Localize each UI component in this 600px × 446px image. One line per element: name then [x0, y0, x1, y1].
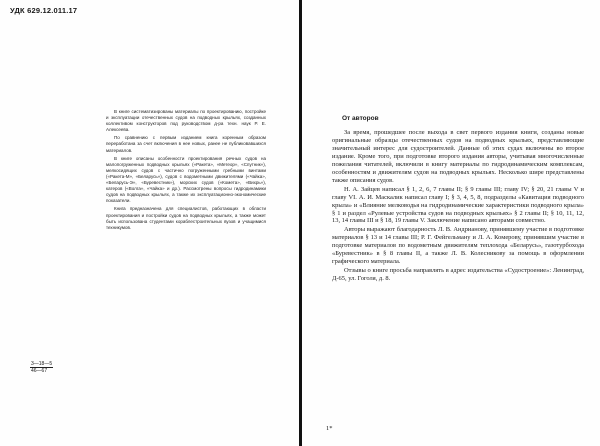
right-page [302, 0, 600, 446]
preface-text [332, 129, 584, 283]
section-title: От авторов [342, 115, 379, 122]
abstract-paragraph: В книге описаны особенности проектирования речных судов на малопогруженных подводных крыльях («Ракета», «Метеор», «Спутник»), мелкосидящих судов с частично погруженными гребными винтами («Ракета-М», «Беларусь»), судов с водометными движителями («Чайка», «Беларусь-Э», «Буревестник»), морских судов («Комета», «Вихрь»), катеров («Волга», «Чайка» и др.). Рассмотрены вопросы гидродинамики судов на подводных крыльях, а также их эксплуатационно-экономические показатели. [106, 155, 266, 204]
abstract-paragraph: По сравнению с первым изданием книга коренным образом переработана за счет включения в нее новых, ранее не публиковавшихся материалов. [106, 135, 266, 153]
udk-code: УДК 629.12.011.17 [10, 6, 78, 15]
publication-code-bottom: 46—67 [31, 368, 48, 374]
publication-code [30, 361, 53, 374]
preface-paragraph: Отзывы о книге просьба направлять в адрес издательства «Судостроение»: Ленинград, Д-65, ул. Гоголя, д. 8. [332, 267, 584, 283]
abstract-paragraph: В книге систематизированы материалы по проектированию, постройке и эксплуатации отечественных судов на подводных крыльях, созданных коллективом конструкторов под руководством д-ра техн. наук Р. Е. Алексеева. [106, 109, 266, 133]
preface-paragraph: Авторы выражают благодарность Л. В. Андрианову, принявшему участие в подготовке материалов § 13 и 14 главы III; Р. Г. Фейгельману и Л. А. Комерову, принявшим участие в подготовке материалов по водометным движителям теплохода «Беларусь», газотурбохода «Буревестник» в § 8 главы II, а также Л. В. Колесникову за помощь в оформлении графического материала. [332, 226, 584, 266]
preface-paragraph: За время, прошедшее после выхода в свет первого издания книги, созданы новые оригинальные образцы отечественных судов на подводных крыльях, представляющие значительный интерес для судостроителей. Данные об этих судах включены во второе издание. Кроме того, при подготовке второго издания авторы, учитывая многочисленные пожелания читателей, включили в книгу материалы по гидродинамическим комплексам, особенностям и движителям судов на подводных крыльях. Несколько шире представлены также описания судов. [332, 129, 584, 184]
book-abstract [106, 109, 266, 233]
preface-paragraph: Н. А. Зайцев написал § 1, 2, 6, 7 главы II; § 9 главы III; главу IV; § 20, 21 главы V и главу VI. А. И. Маскалик написал главу I; § 3, 4, 5, 8, подразделы «Кавитация подводного крыла» и «Влияние мелководья на гидродинамические характеристики подводного крыла» § 1 и раздел «Рулевые устройства судов на подводных крыльях» § 2 главы II; § 10, 11, 12, 13, 14 главы III и § 18, 19 главы V. Заключение написано авторами совместно. [332, 185, 584, 225]
page-number: 1* [326, 425, 333, 432]
publication-code-top: 3—18—5 [31, 361, 53, 367]
abstract-paragraph: Книга предназначена для специалистов, работающих в области проектирования и постройки судов на подводных крыльях, а также может быть использована студентами кораблестроительных вузов и учащимися техникумов. [106, 206, 266, 230]
